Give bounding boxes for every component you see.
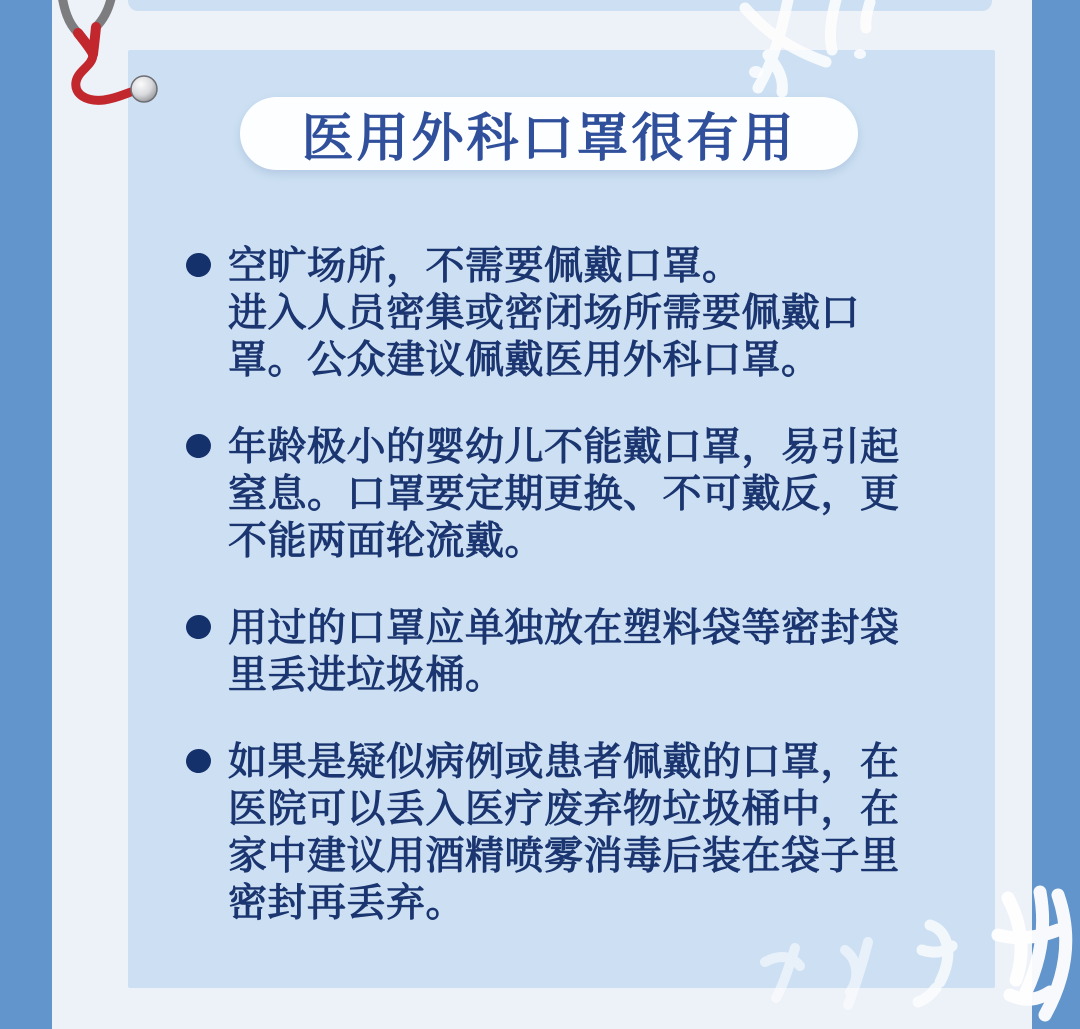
stethoscope-chestpiece — [131, 76, 157, 102]
calligraphy-watermark-top-icon — [720, 0, 930, 112]
stethoscope-icon — [50, 0, 185, 126]
bullet-dot-icon — [184, 747, 213, 776]
calligraphy-watermark-bottom-icon — [740, 880, 1080, 1029]
bullet-text: 年龄极小的婴幼儿不能戴口罩，易引起 窒息。口罩要定期更换、不可戴反，更 不能两面轮流戴。 — [228, 425, 900, 564]
bullet-dot-icon — [184, 251, 213, 280]
list-item — [186, 243, 966, 384]
bullet-list — [186, 243, 966, 967]
bullet-dot-icon — [184, 432, 213, 461]
list-item — [186, 424, 966, 565]
bullet-text: 空旷场所，不需要佩戴口罩。 进入人员密集或密闭场所需要佩戴口 罩。公众建议佩戴医用外科口罩。 — [228, 244, 861, 383]
right-border-stripe — [1032, 0, 1080, 1029]
page-title: 医用外科口罩很有用 — [301, 109, 797, 169]
list-item — [186, 605, 966, 699]
bullet-text: 用过的口罩应单独放在塑料袋等密封袋 里丢进垃圾桶。 — [228, 606, 900, 698]
bullet-dot-icon — [184, 613, 213, 642]
bullet-text: 如果是疑似病例或患者佩戴的口罩，在 医院可以丢入医疗废弃物垃圾桶中，在 家中建议用酒精喷雾消毒后装在袋子里 密封再丢弃。 — [228, 740, 900, 926]
left-border-stripe — [0, 0, 52, 1029]
